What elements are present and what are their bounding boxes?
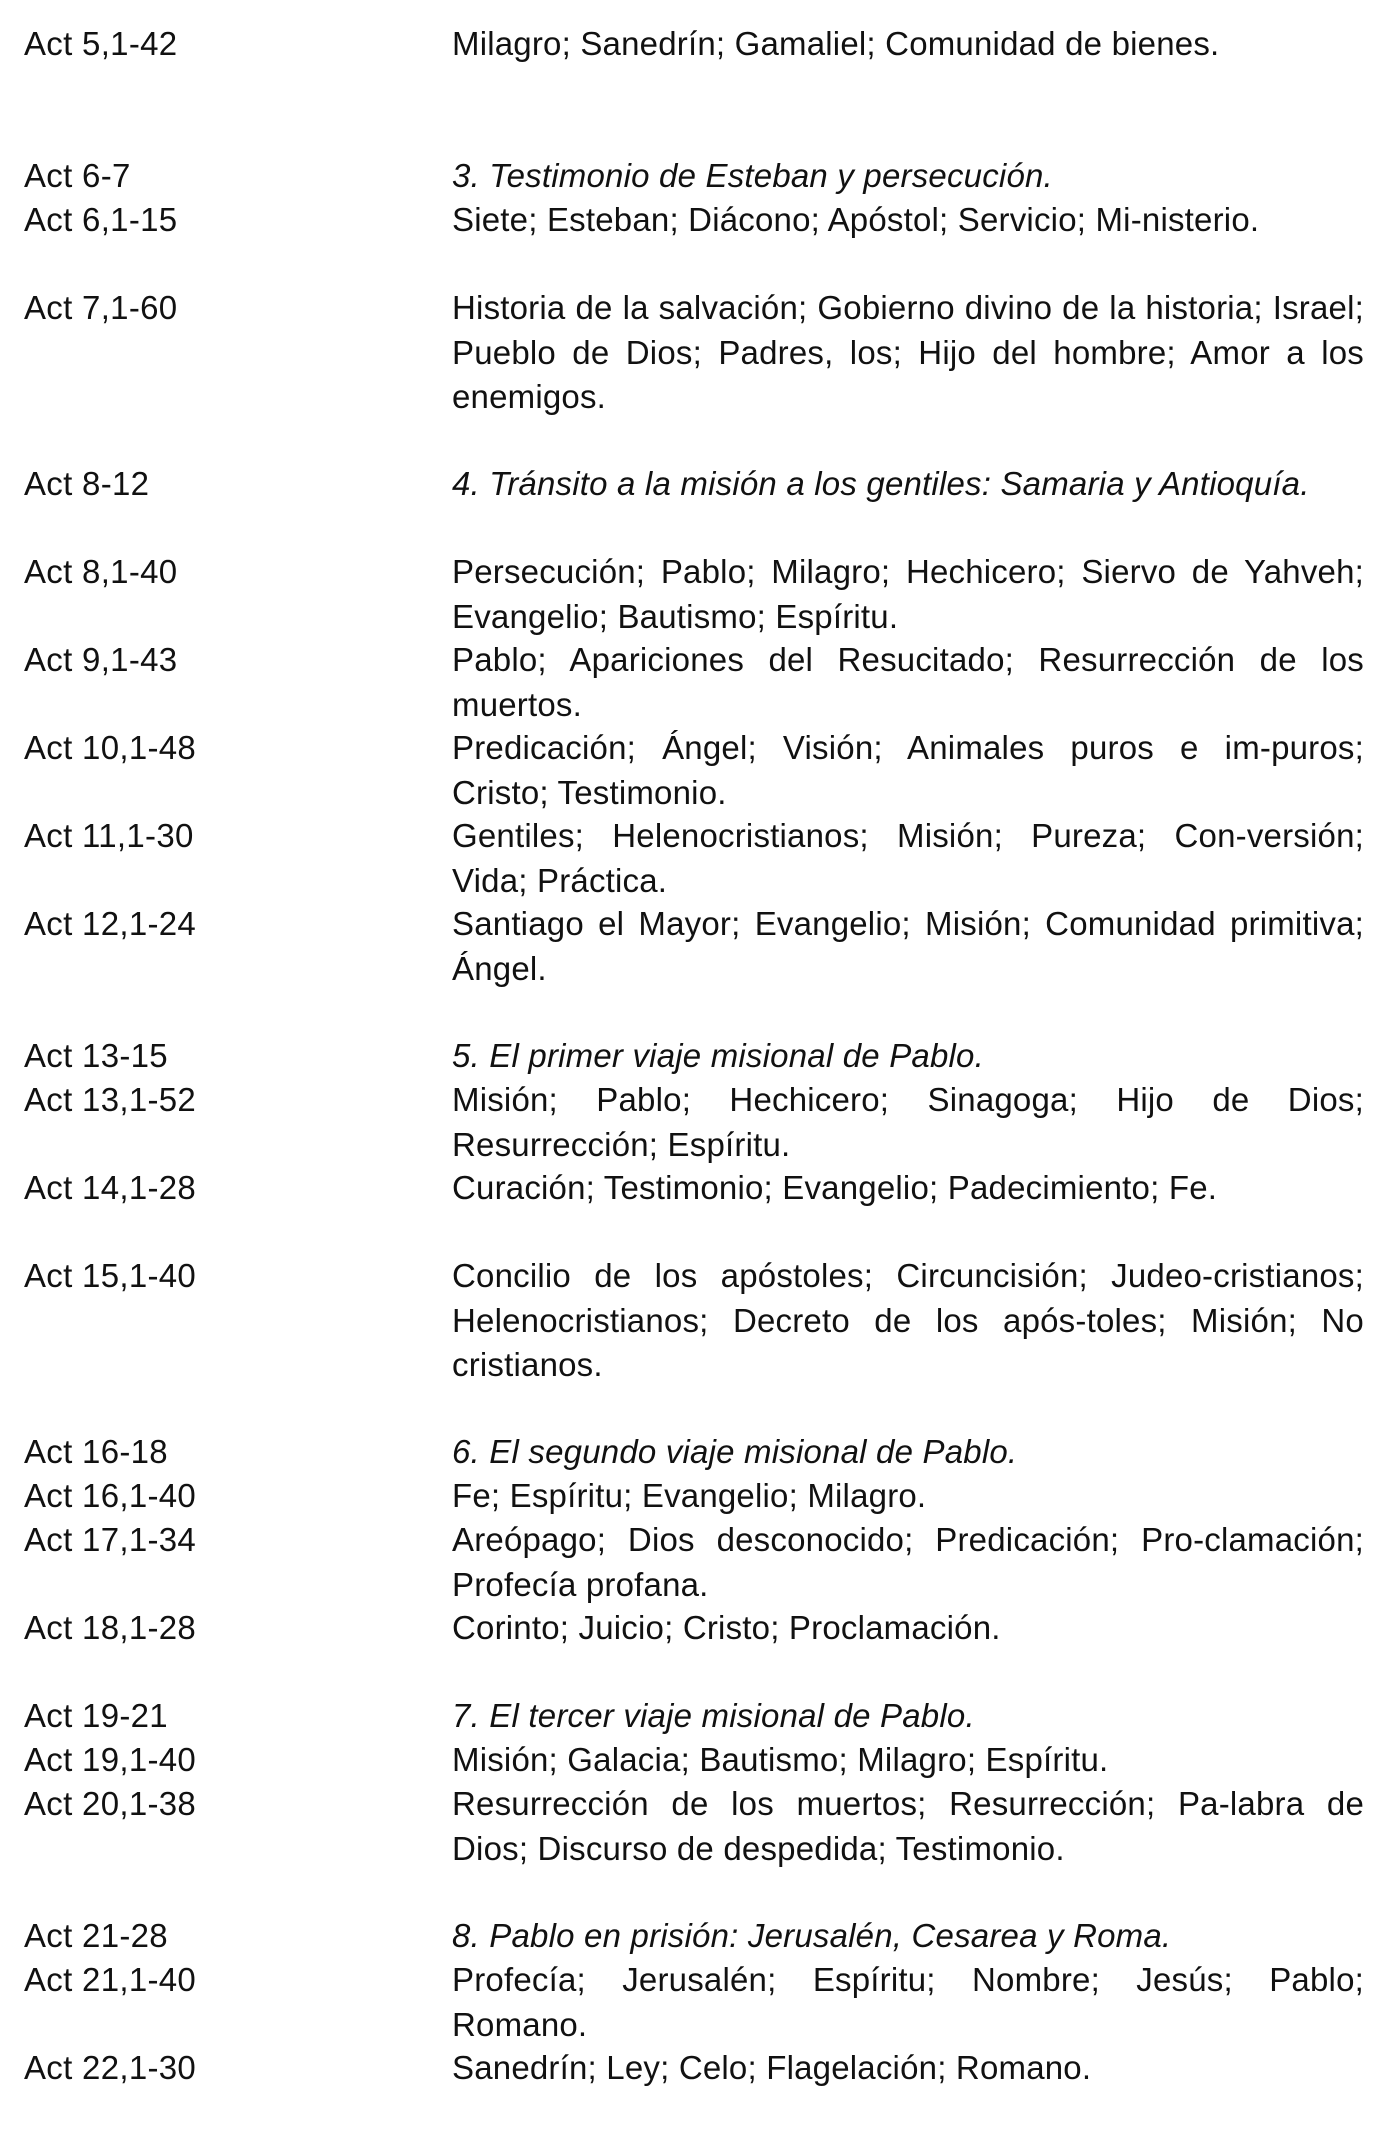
entry-text: Profecía; Jerusalén; Espíritu; Nombre; Jesús; Pablo; Romano. [452, 1961, 1364, 2043]
verse-reference: Act 19-21 [24, 1697, 168, 1734]
entry-text: Concilio de los apóstoles; Circuncisión; Judeo-cristianos; Helenocristianos; Decreto de los após-toles; Misión; No cristianos. [452, 1257, 1364, 1383]
verse-reference: Act 21-28 [24, 1917, 168, 1954]
verse-reference: Act 9,1-43 [24, 641, 178, 678]
entry-text: Fe; Espíritu; Evangelio; Milagro. [452, 1477, 927, 1514]
entry-text: Milagro; Sanedrín; Gamaliel; Comunidad de bienes. [452, 25, 1220, 62]
verse-reference: Act 15,1-40 [24, 1257, 197, 1294]
entry-text: Historia de la salvación; Gobierno divino de la historia; Israel; Pueblo de Dios; Padres, los; Hijo del hombre; Amor a los enemigos. [452, 289, 1364, 415]
entry-text: Resurrección de los muertos; Resurrección; Pa-labra de Dios; Discurso de despedida; Testimonio. [452, 1785, 1364, 1867]
section-heading: 4. Tránsito a la misión a los gentiles: Samaria y Antioquía. [452, 465, 1310, 502]
verse-reference: Act 8-12 [24, 465, 150, 502]
entry-text: Misión; Galacia; Bautismo; Milagro; Espíritu. [452, 1741, 1109, 1778]
entry-text: Predicación; Ángel; Visión; Animales puros e im-puros; Cristo; Testimonio. [452, 729, 1364, 811]
verse-reference: Act 12,1-24 [24, 905, 197, 942]
entry-text: Persecución; Pablo; Milagro; Hechicero; Siervo de Yahveh; Evangelio; Bautismo; Espíritu. [452, 553, 1364, 635]
section-heading: 3. Testimonio de Esteban y persecución. [452, 157, 1053, 194]
verse-reference: Act 5,1-42 [24, 25, 178, 62]
entry-text: Siete; Esteban; Diácono; Apóstol; Servicio; Mi-nisterio. [452, 201, 1260, 238]
entry-text: Corinto; Juicio; Cristo; Proclamación. [452, 1609, 1001, 1646]
entry-text: Pablo; Apariciones del Resucitado; Resurrección de los muertos. [452, 641, 1364, 723]
verse-reference: Act 6,1-15 [24, 201, 178, 238]
verse-reference: Act 20,1-38 [24, 1785, 197, 1822]
verse-reference: Act 22,1-30 [24, 2049, 197, 2086]
verse-reference: Act 19,1-40 [24, 1741, 197, 1778]
entry-text: Misión; Pablo; Hechicero; Sinagoga; Hijo de Dios; Resurrección; Espíritu. [452, 1081, 1364, 1163]
section-heading: 5. El primer viaje misional de Pablo. [452, 1037, 984, 1074]
verse-reference: Act 8,1-40 [24, 553, 178, 590]
entry-text: Curación; Testimonio; Evangelio; Padecimiento; Fe. [452, 1169, 1218, 1206]
verse-reference: Act 13-15 [24, 1037, 168, 1074]
verse-reference: Act 6-7 [24, 157, 131, 194]
verse-reference: Act 21,1-40 [24, 1961, 197, 1998]
entry-text: Areópago; Dios desconocido; Predicación; Pro-clamación; Profecía profana. [452, 1521, 1364, 1603]
verse-reference: Act 16-18 [24, 1433, 168, 1470]
verse-reference: Act 16,1-40 [24, 1477, 197, 1514]
verse-reference: Act 18,1-28 [24, 1609, 197, 1646]
section-heading: 7. El tercer viaje misional de Pablo. [452, 1697, 975, 1734]
verse-reference: Act 13,1-52 [24, 1081, 197, 1118]
verse-reference: Act 7,1-60 [24, 289, 178, 326]
verse-reference: Act 17,1-34 [24, 1521, 197, 1558]
entry-text: Santiago el Mayor; Evangelio; Misión; Comunidad primitiva; Ángel. [452, 905, 1364, 987]
entry-text: Sanedrín; Ley; Celo; Flagelación; Romano. [452, 2049, 1092, 2086]
section-heading: 8. Pablo en prisión: Jerusalén, Cesarea y Roma. [452, 1917, 1172, 1954]
section-heading: 6. El segundo viaje misional de Pablo. [452, 1433, 1018, 1470]
verse-reference: Act 11,1-30 [24, 817, 194, 854]
verse-reference: Act 10,1-48 [24, 729, 197, 766]
verse-reference: Act 14,1-28 [24, 1169, 197, 1206]
entry-text: Gentiles; Helenocristianos; Misión; Pureza; Con-versión; Vida; Práctica. [452, 817, 1364, 899]
